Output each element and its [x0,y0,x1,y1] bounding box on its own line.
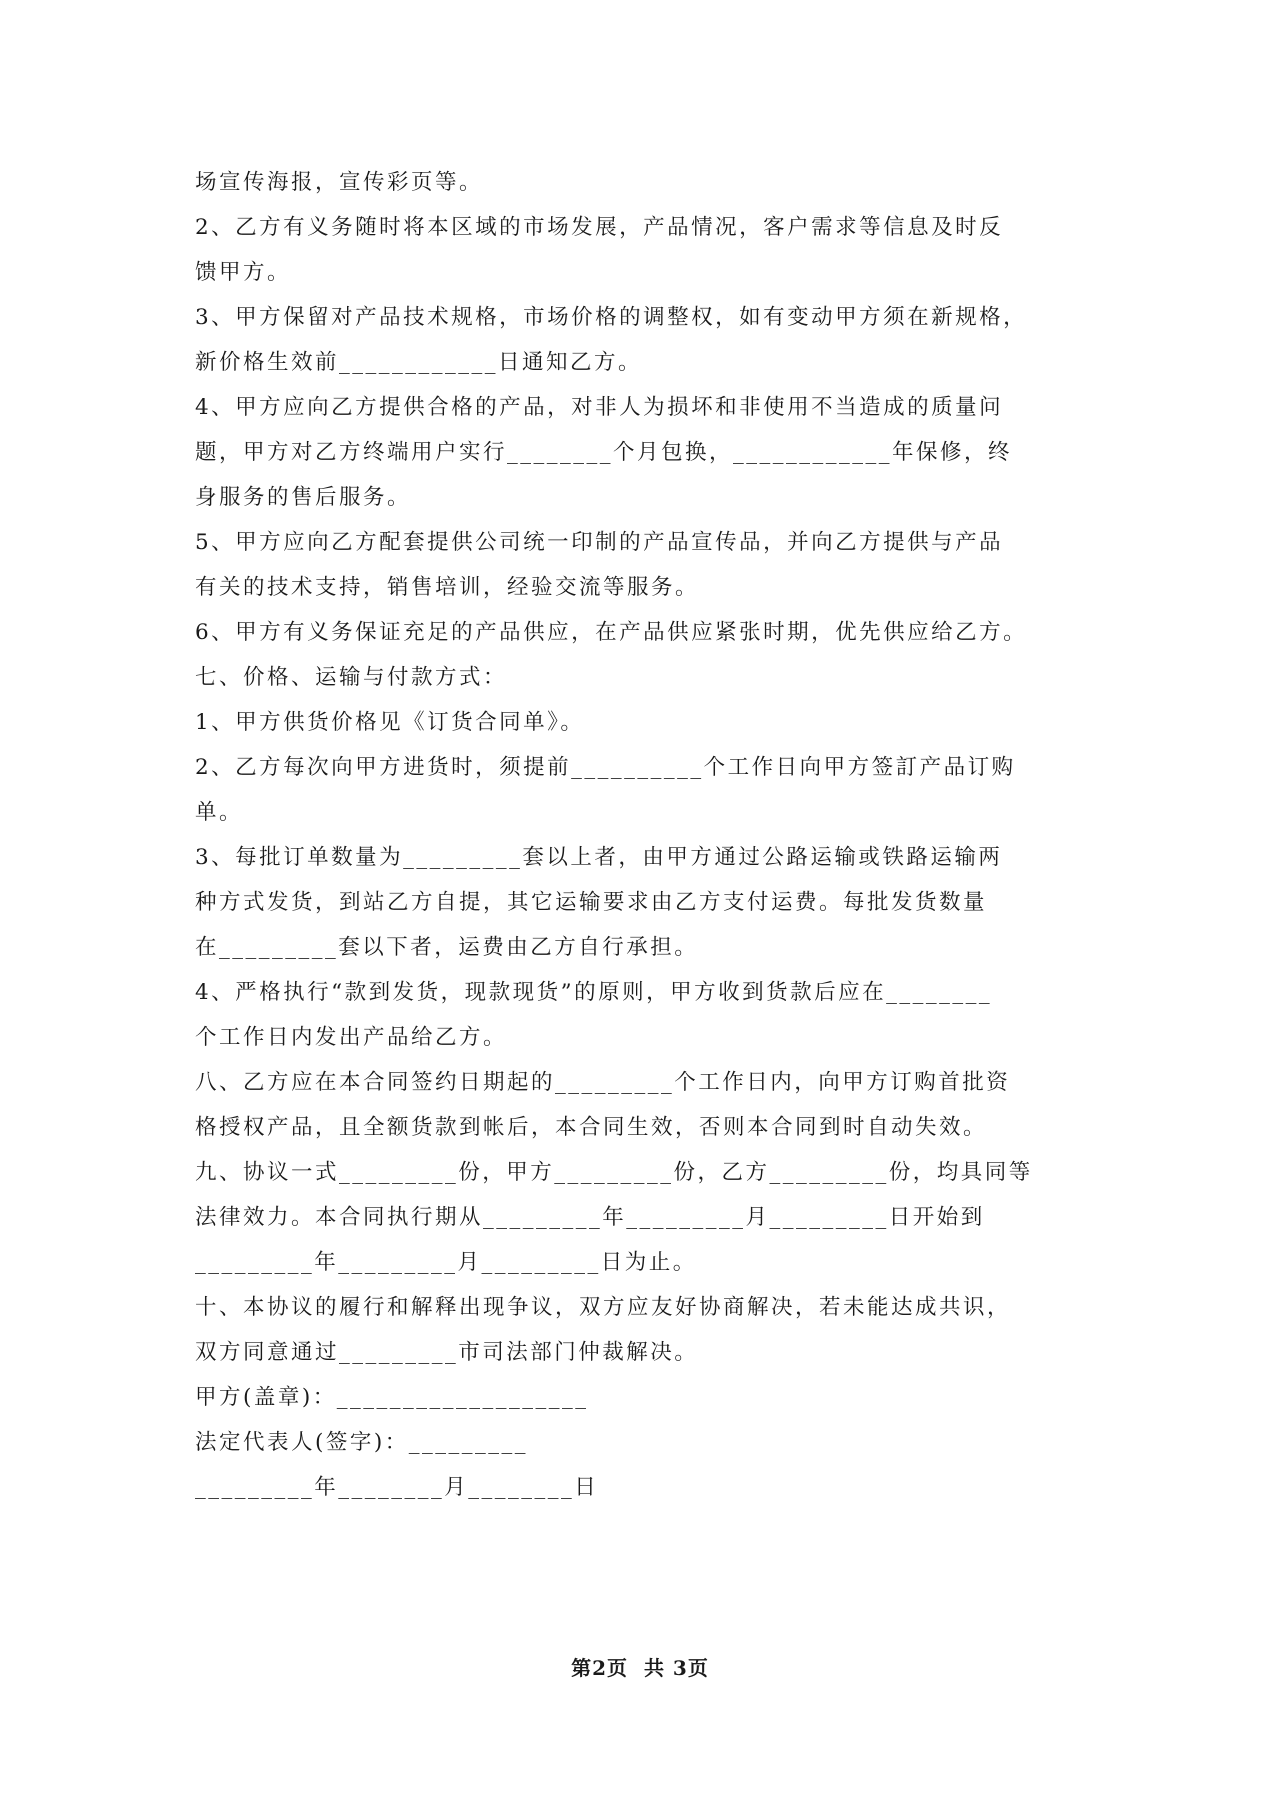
text-line: 有关的技术支持，销售培训，经验交流等服务。 [195,575,700,600]
text-line: 1、甲方供货价格见《订货合同单》。 [195,710,585,735]
text-line: _________年_________月_________日为止。 [195,1250,697,1275]
text-line: 2、乙方有义务随时将本区域的市场发展，产品情况，客户需求等信息及时反 [195,215,1004,240]
text-line: 种方式发货，到站乙方自提，其它运输要求由乙方支付运费。每批发货数量 [195,890,988,915]
text-line: 双方同意通过_________市司法部门仲裁解决。 [195,1340,699,1365]
text-line: 5、甲方应向乙方配套提供公司统一印制的产品宣传品，并向乙方提供与产品 [195,530,1004,555]
text-line: 2、乙方每次向甲方进货时，须提前__________个工作日向甲方签訂产品订购 [195,755,1016,780]
text-line: 个工作日内发出产品给乙方。 [195,1025,508,1050]
text-line: 题，甲方对乙方终端用户实行________个月包换，____________年保修，终 [195,440,1013,465]
text-line: 身服务的售后服务。 [195,485,412,510]
text-line: 3、每批订单数量为_________套以上者，由甲方通过公路运输或铁路运输两 [195,845,1003,870]
text-line: 在_________套以下者，运费由乙方自行承担。 [195,935,699,960]
page-number: 第2页 共 3页 [571,1656,709,1680]
text-line: 九、协议一式_________份，甲方_________份，乙方_________份，均具同等 [195,1160,1033,1185]
text-line: 十、本协议的履行和解释出现争议，双方应友好协商解决，若未能达成共识， [195,1295,1012,1320]
section-heading: 七、价格、运输与付款方式： [195,665,508,690]
signature-legal-rep: 法定代表人(签字)：_________ [195,1430,529,1455]
text-line: 4、严格执行“款到发货，现款现货”的原则，甲方收到货款后应在________ [195,980,993,1005]
signature-party-a: 甲方(盖章)：___________________ [195,1385,589,1410]
text-line: 法律效力。本合同执行期从_________年_________月_________日开始到 [195,1205,985,1230]
signature-date: _________年________月________日 [195,1475,599,1500]
text-line: 馈甲方。 [195,260,292,285]
text-line: 场宣传海报，宣传彩页等。 [195,170,484,195]
text-line: 6、甲方有义务保证充足的产品供应，在产品供应紧张时期，优先供应给乙方。 [195,620,1028,645]
text-line: 格授权产品，且全额货款到帐后，本合同生效，否则本合同到时自动失效。 [195,1115,988,1140]
text-line: 3、甲方保留对产品技术规格，市场价格的调整权，如有变动甲方须在新规格， [195,305,1028,330]
text-line: 单。 [195,800,244,825]
text-line: 4、甲方应向乙方提供合格的产品，对非人为损坏和非使用不当造成的质量问 [195,395,1004,420]
text-line: 新价格生效前____________日通知乙方。 [195,350,643,375]
text-line: 八、乙方应在本合同签约日期起的_________个工作日内，向甲方订购首批资 [195,1070,1011,1095]
contract-body [195,160,1085,1510]
